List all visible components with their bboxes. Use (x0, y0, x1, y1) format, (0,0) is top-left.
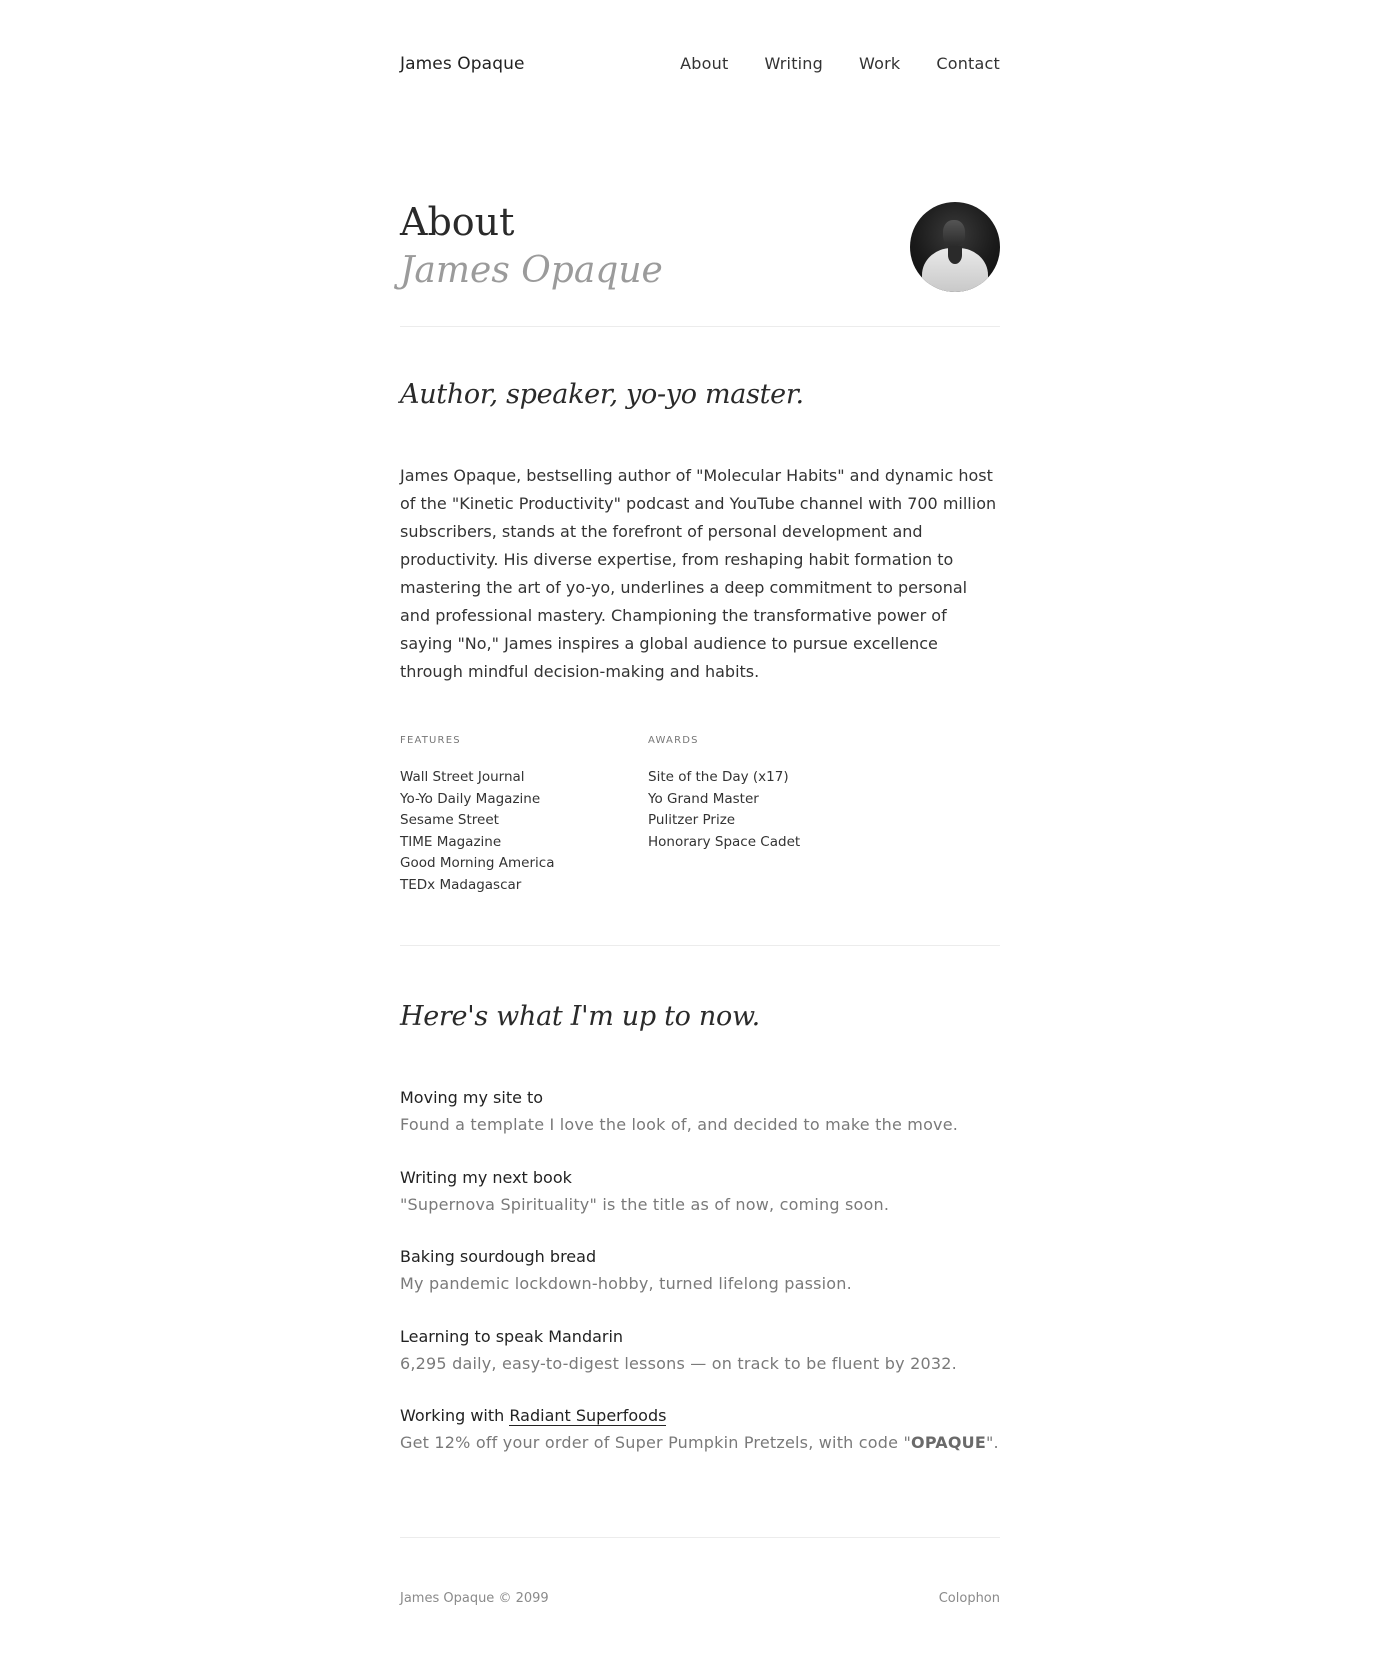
now-item-title-prefix: Working with (400, 1406, 505, 1425)
now-item (400, 1324, 1000, 1404)
features-heading: FEATURES (400, 735, 461, 746)
now-item-desc: "Supernova Spirituality" is the title as of now, coming soon. (400, 1194, 890, 1214)
nav-writing[interactable]: Writing (764, 54, 824, 73)
promo-text-suffix: ". (986, 1433, 999, 1452)
divider (400, 945, 1000, 946)
avatar-collar-shape (948, 246, 962, 264)
features-item: TIME Magazine (400, 833, 502, 850)
features-item: Sesame Street (400, 812, 499, 828)
awards-item: Pulitzer Prize (648, 812, 736, 828)
brand-link[interactable]: James Opaque (400, 54, 525, 74)
awards-column (648, 734, 800, 853)
awards-item: Honorary Space Cadet (648, 833, 801, 850)
now-list (400, 1085, 1000, 1483)
hero (400, 200, 1000, 300)
awards-heading: AWARDS (648, 735, 699, 746)
features-column (400, 734, 554, 896)
now-item-title: Moving my site to (400, 1088, 544, 1107)
now-item-title (400, 1403, 1000, 1429)
now-heading: Here's what I'm up to now. (400, 1001, 760, 1032)
now-item (400, 1165, 1000, 1245)
awards-list (648, 767, 800, 853)
features-item: Good Morning America (400, 855, 555, 871)
bio-paragraph: James Opaque, bestselling author of "Molecular Habits" and dynamic host of the "Kinetic Productivity" podcast and YouTube channel with 700 million subscribers, stands at the forefront of personal development and productivity. His diverse expertise, from reshaping habit formation to mastering the art of yo-yo, underlines a deep commitment to personal and professional mastery. Championing the transformative power of saying "No," James inspires a global audience to pursue excellence through mindful decision-making and habits. (400, 466, 997, 681)
site-header (400, 54, 1000, 82)
copyright-text: James Opaque © 2099 (400, 1591, 549, 1606)
features-list (400, 767, 554, 896)
now-item-desc: My pandemic lockdown-hobby, turned lifelong passion. (400, 1274, 852, 1293)
promo-code: OPAQUE (911, 1433, 986, 1452)
divider (400, 326, 1000, 327)
now-item-desc (400, 1429, 1000, 1457)
nav-work[interactable]: Work (859, 54, 901, 73)
tagline: Author, speaker, yo-yo master. (400, 379, 804, 410)
promo-text-prefix: Get 12% off your order of Super Pumpkin Pretzels, with code " (400, 1433, 912, 1452)
now-item-title: Baking sourdough bread (400, 1247, 597, 1266)
now-item (400, 1403, 1000, 1483)
now-item-title: Learning to speak Mandarin (400, 1326, 624, 1346)
divider (400, 1537, 1000, 1538)
now-item (400, 1244, 1000, 1324)
site-footer (400, 1591, 1000, 1611)
nav-contact[interactable]: Contact (936, 54, 1000, 73)
colophon-link[interactable]: Colophon (938, 1591, 1000, 1606)
now-item-title: Writing my next book (400, 1167, 572, 1187)
features-item: Yo-Yo Daily Magazine (400, 790, 541, 807)
page-title: About (400, 200, 515, 244)
page-subtitle: James Opaque (400, 250, 663, 291)
now-item-desc: Found a template I love the look of, and decided to make the move. (400, 1115, 959, 1134)
now-item-desc: 6,295 daily, easy-to-digest lessons — on track to be fluent by 2032. (400, 1353, 957, 1373)
awards-item: Yo Grand Master (648, 790, 759, 807)
now-item (400, 1085, 1000, 1165)
radiant-superfoods-link[interactable]: Radiant Superfoods (509, 1406, 667, 1425)
features-item: Wall Street Journal (400, 769, 525, 785)
avatar-head-shape (943, 220, 965, 246)
avatar (910, 202, 1000, 292)
awards-item: Site of the Day (x17) (648, 769, 789, 785)
main-nav (644, 54, 1000, 73)
features-item: TEDx Madagascar (400, 876, 522, 893)
nav-about[interactable]: About (680, 54, 729, 73)
